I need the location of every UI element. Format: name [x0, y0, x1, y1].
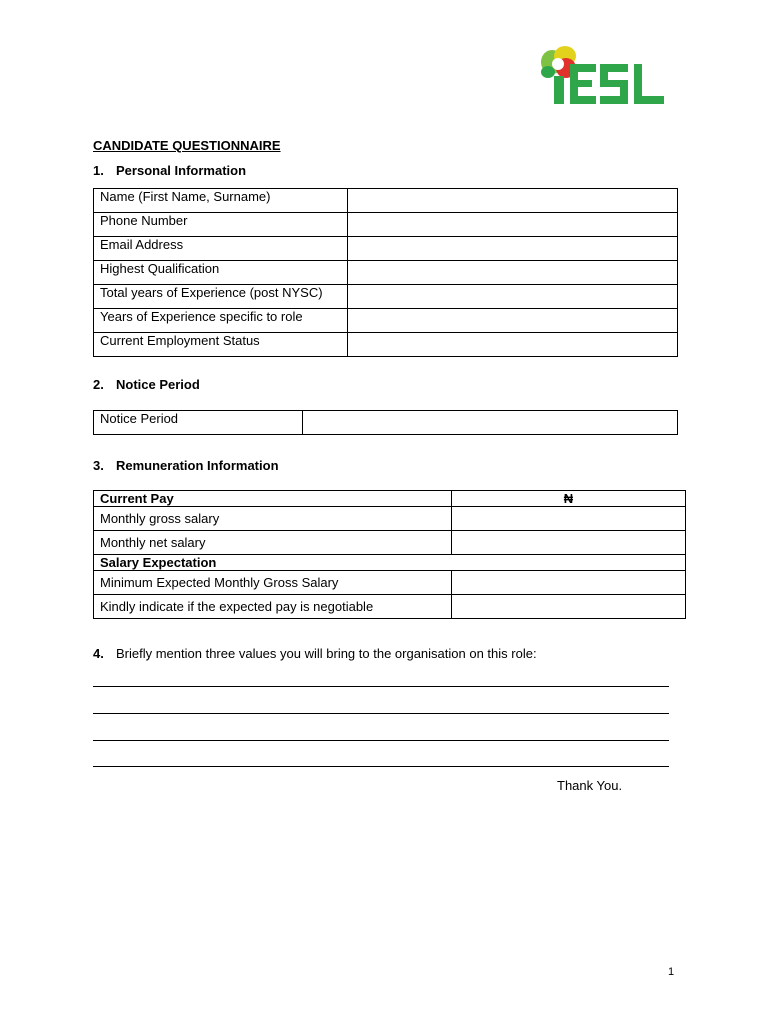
monthly-net-field[interactable] — [452, 531, 686, 555]
field-label: Highest Qualification — [94, 261, 348, 285]
field-label: Monthly net salary — [94, 531, 452, 555]
field-label: Total years of Experience (post NYSC) — [94, 285, 348, 309]
table-row — [94, 189, 678, 213]
field-label: Minimum Expected Monthly Gross Salary — [94, 571, 452, 595]
phone-field[interactable] — [348, 213, 678, 237]
table-row — [94, 531, 686, 555]
table-row — [94, 595, 686, 619]
answer-line-1[interactable] — [93, 686, 669, 687]
section-title: Notice Period — [116, 377, 200, 392]
table-row — [94, 213, 678, 237]
company-logo — [538, 42, 666, 108]
field-label: Notice Period — [94, 411, 303, 435]
closing-text: Thank You. — [557, 778, 623, 793]
table-header-row — [94, 491, 686, 507]
field-label: Current Employment Status — [94, 333, 348, 357]
salary-expectation-header: Salary Expectation — [94, 555, 686, 571]
table-row — [94, 261, 678, 285]
monthly-gross-field[interactable] — [452, 507, 686, 531]
section-values-question — [93, 646, 537, 661]
employment-status-field[interactable] — [348, 333, 678, 357]
table-row — [94, 507, 686, 531]
field-label: Kindly indicate if the expected pay is negotiable — [94, 595, 452, 619]
section-notice-heading — [93, 377, 200, 392]
notice-period-table — [93, 410, 678, 435]
total-experience-field[interactable] — [348, 285, 678, 309]
negotiable-field[interactable] — [452, 595, 686, 619]
table-row — [94, 333, 678, 357]
email-field[interactable] — [348, 237, 678, 261]
personal-info-table — [93, 188, 678, 357]
section-number: 1. — [93, 163, 104, 178]
answer-line-3[interactable] — [93, 740, 669, 741]
answer-line-2[interactable] — [93, 713, 669, 714]
table-row — [94, 285, 678, 309]
field-label: Name (First Name, Surname) — [94, 189, 348, 213]
role-experience-field[interactable] — [348, 309, 678, 333]
field-label: Phone Number — [94, 213, 348, 237]
naira-currency-header: ₦ — [452, 491, 686, 507]
logo-letters — [554, 64, 664, 104]
table-row — [94, 571, 686, 595]
page-number: 1 — [668, 966, 675, 978]
current-pay-header: Current Pay — [94, 491, 452, 507]
remuneration-table — [93, 490, 686, 619]
question-text: Briefly mention three values you will bring to the organisation on this role: — [116, 646, 537, 661]
field-label: Email Address — [94, 237, 348, 261]
section-personal-heading — [93, 163, 246, 178]
answer-line-4[interactable] — [93, 766, 669, 767]
table-row — [94, 309, 678, 333]
table-header-row — [94, 555, 686, 571]
section-remuneration-heading — [93, 458, 279, 473]
name-field[interactable] — [348, 189, 678, 213]
section-number: 4. — [93, 646, 104, 661]
table-row — [94, 237, 678, 261]
field-label: Monthly gross salary — [94, 507, 452, 531]
qualification-field[interactable] — [348, 261, 678, 285]
field-label: Years of Experience specific to role — [94, 309, 348, 333]
section-title: Personal Information — [116, 163, 247, 178]
min-expected-salary-field[interactable] — [452, 571, 686, 595]
table-row — [94, 411, 678, 435]
section-number: 3. — [93, 458, 104, 473]
notice-period-field[interactable] — [303, 411, 678, 435]
section-number: 2. — [93, 377, 104, 392]
section-title: Remuneration Information — [116, 458, 279, 473]
document-title: CANDIDATE QUESTIONNAIRE — [93, 138, 281, 153]
